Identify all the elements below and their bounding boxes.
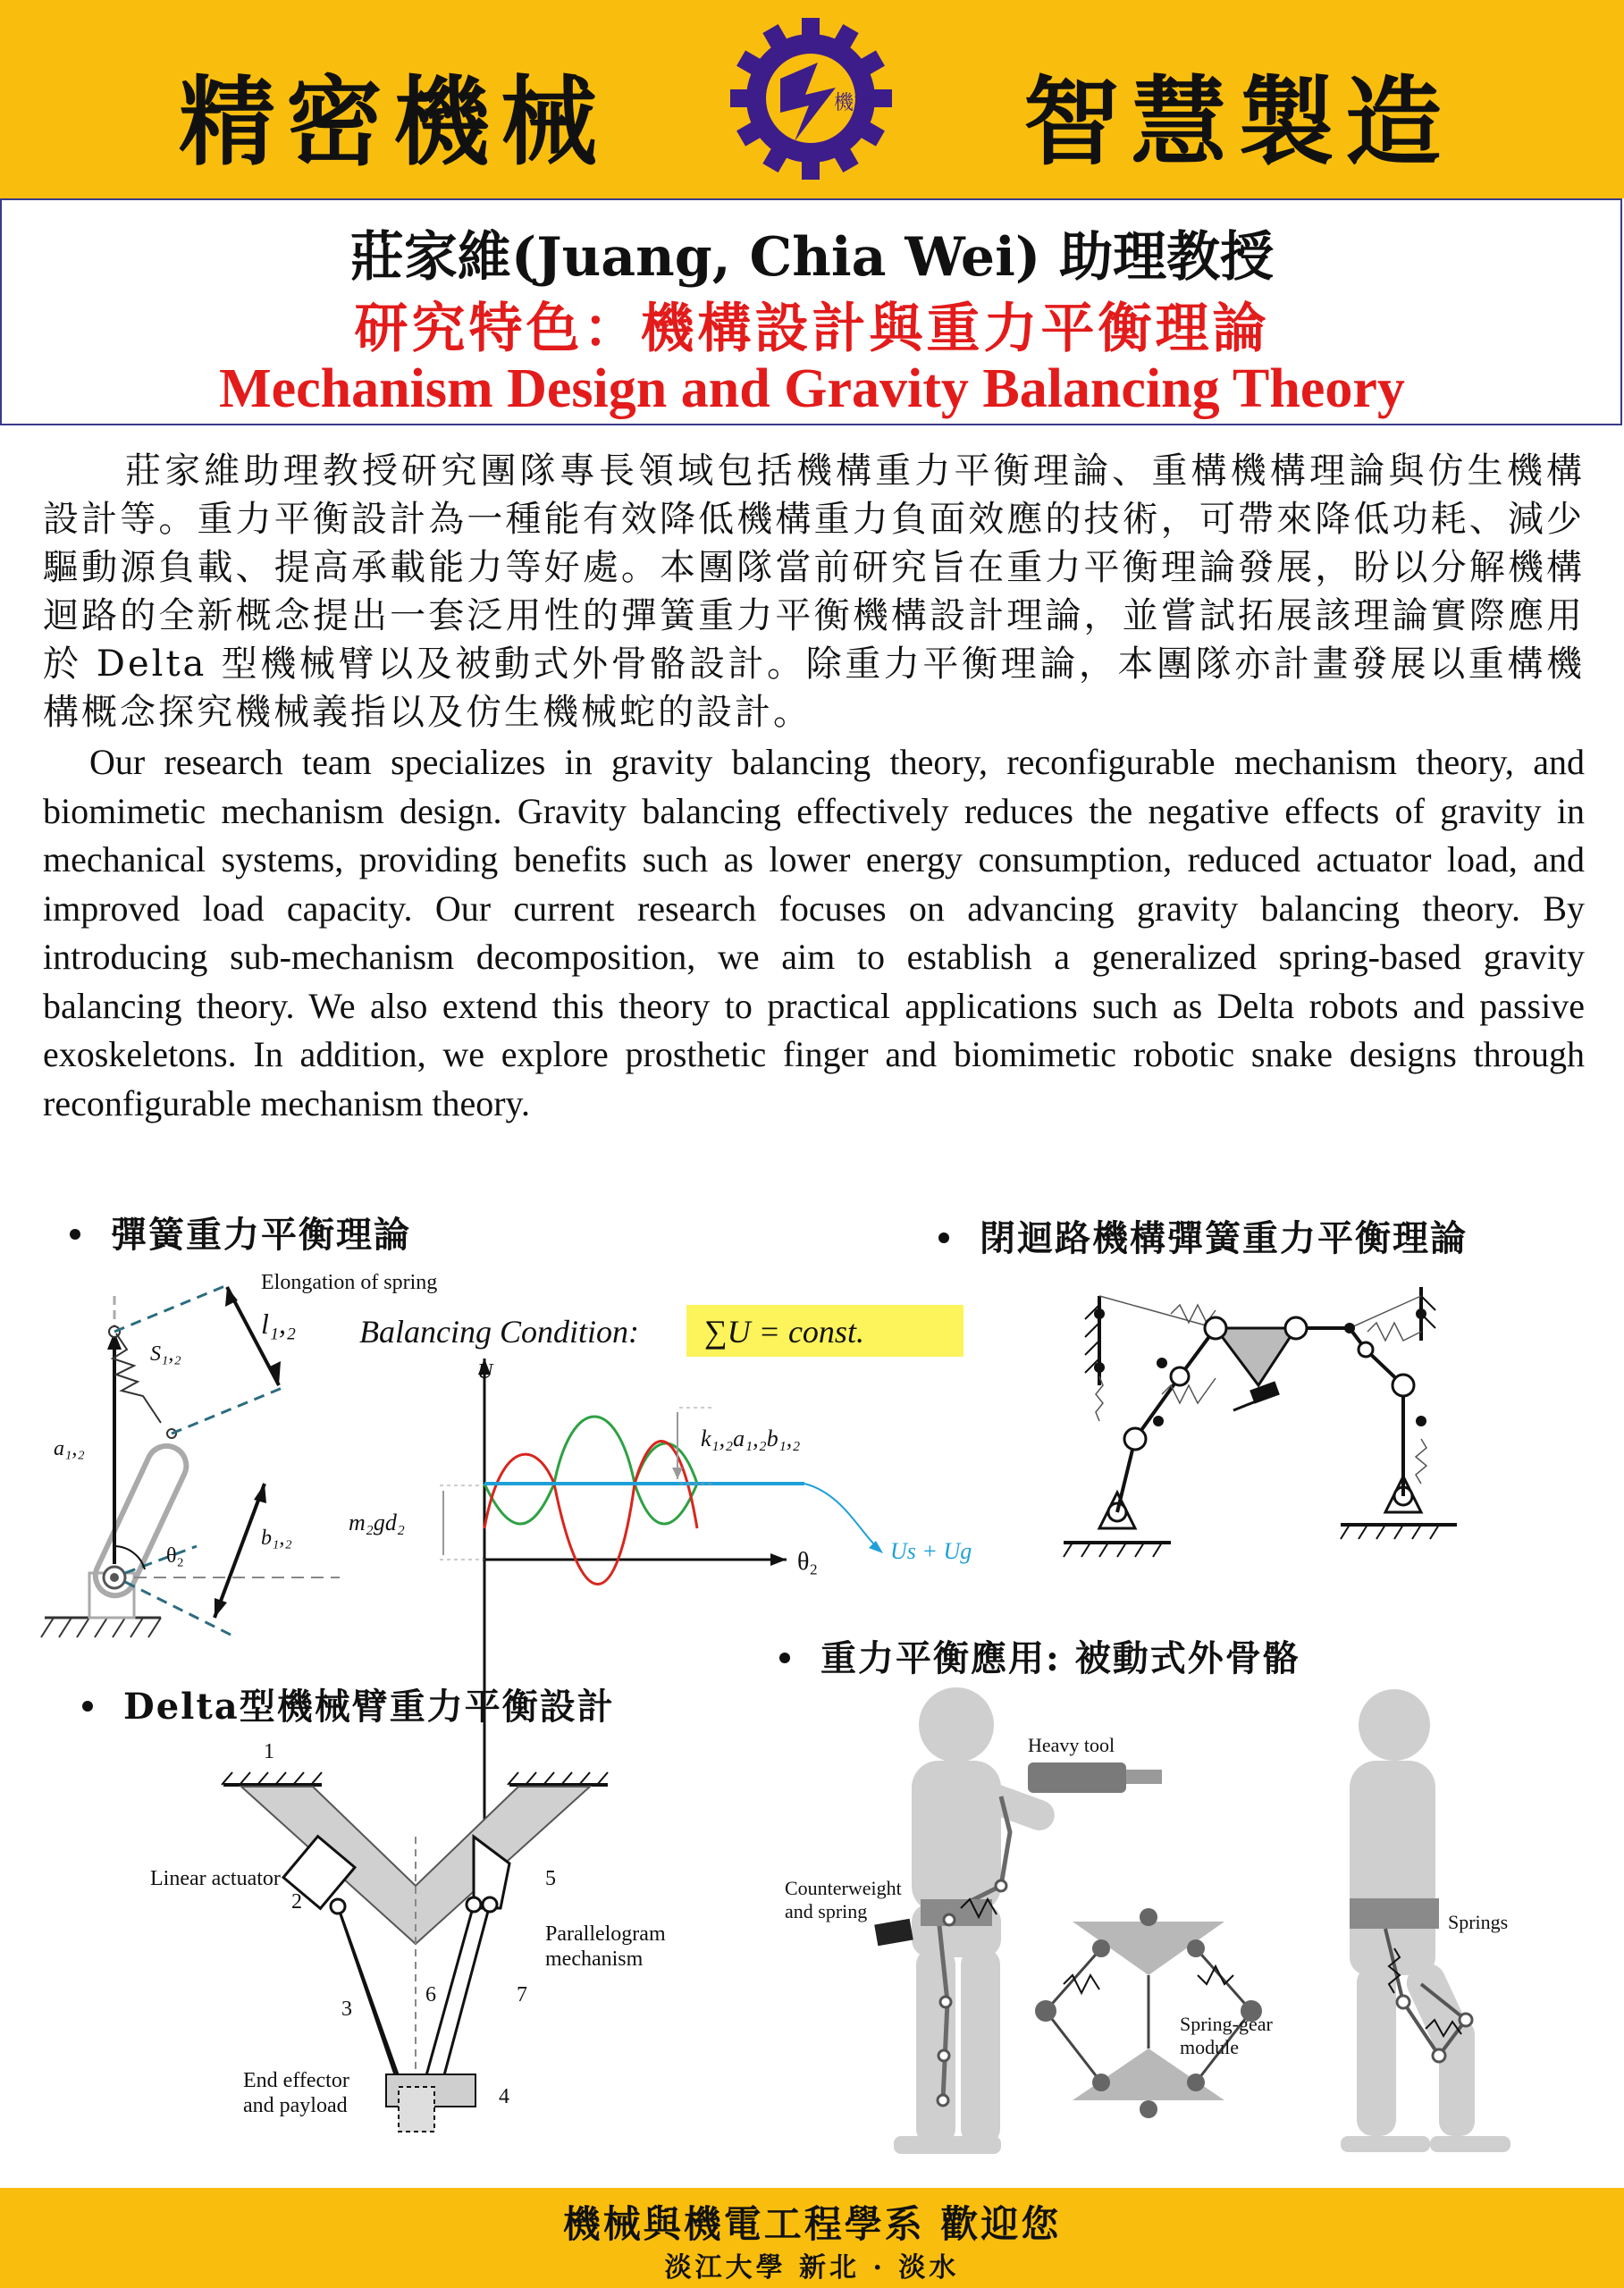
- svg-text:a₁,₂: a₁,₂: [54, 1437, 85, 1460]
- svg-text:Us + Ug: Us + Ug: [890, 1538, 972, 1564]
- svg-text:θ₂: θ₂: [166, 1544, 184, 1568]
- bullet-icon: [779, 1653, 790, 1663]
- svg-text:S₁,₂: S₁,₂: [150, 1342, 181, 1366]
- svg-text:Linear actuator: Linear actuator: [150, 1867, 281, 1890]
- professor-name: 莊家維(Juang, Chia Wei) 助理教授: [349, 226, 1275, 289]
- svg-text:k₁,₂a₁,₂b₁,₂: k₁,₂a₁,₂b₁,₂: [701, 1426, 801, 1451]
- svg-text:Spring-gear: Spring-gear: [1180, 2013, 1273, 2035]
- paragraph-english: Our research team specializes in gravity balancing theory, reconfigurable mechanism theory, and biomimetic mechanism design. Gravity balancing effectively reduces the negative effects of gravity in mechanical systems, providing benefits such as lower energy consumption, reduced actuator load, and improved load capacity. Our current research focuses on advancing gravity balancing theory. By introducing sub-mechanism decomposition, we aim to establish a generalized spring-based gravity balancing theory. We also extend this theory to practical applications such as Delta robots and passive exoskeletons. In addition, we explore prosthetic finger and biomimetic robotic snake designs through reconfigurable mechanism theory.: [43, 742, 1585, 1123]
- department-logo: [728, 16, 894, 181]
- footer-department: 機械與機電工程學系 歡迎您: [562, 2202, 1062, 2246]
- svg-text:Counterweight: Counterweight: [785, 1877, 902, 1899]
- bullet-icon: [70, 1229, 80, 1240]
- svg-text:and spring: and spring: [785, 1900, 868, 1922]
- svg-text:6: 6: [425, 1983, 436, 2006]
- svg-text:b₁,₂: b₁,₂: [261, 1527, 292, 1550]
- heading-closed-loop: 閉迴路機構彈簧重力平衡理論: [938, 1210, 1468, 1261]
- svg-text:Springs: Springs: [1448, 1911, 1509, 1933]
- gear-icon: [730, 18, 892, 180]
- paragraph-chinese: 莊家維助理教授研究團隊專長領域包括機構重力平衡理論、重構機構理論與仿生機構設計等。重力平衡設計為一種能有效降低機構重力負面效應的技術，可帶來降低功耗、減少驅動源負載、提高承載能力等好處。本團隊當前研究旨在重力平衡理論發展，盼以分解機構迴路的全新概念提出一套泛用性的彈簧重力平衡機構設計理論，並嘗試拓展該理論實際應用於 Delta 型機械臂以及被動式外骨骼設計。除重力平衡理論，本團隊亦計畫發展以重構機構概念探究機械義指以及仿生機械蛇的設計。: [43, 450, 1585, 733]
- svg-text:θ₂: θ₂: [797, 1548, 819, 1576]
- svg-text:Balancing Condition:: Balancing Condition:: [359, 1314, 639, 1350]
- svg-text:5: 5: [545, 1867, 556, 1890]
- svg-text:4: 4: [499, 2085, 509, 2108]
- footer-university: 淡江大學 新北 · 淡水: [664, 2252, 960, 2284]
- svg-text:2: 2: [291, 1890, 302, 1914]
- delta-robot-figure: [134, 1729, 666, 2141]
- svg-text:l₁,₂: l₁,₂: [261, 1308, 297, 1340]
- bullet-icon: [938, 1232, 949, 1243]
- heading-exoskeleton: 重力平衡應用: 被動式外骨骼: [779, 1630, 1300, 1681]
- svg-text:1: 1: [264, 1740, 274, 1763]
- svg-text:module: module: [1180, 2036, 1239, 2058]
- banner-left-title: 精密機械: [179, 66, 609, 179]
- bullet-icon: [82, 1701, 93, 1712]
- heading-delta-robot: Delta型機械臂重力平衡設計: [82, 1678, 615, 1729]
- svg-text:3: 3: [341, 1998, 352, 2021]
- svg-text:End effector: End effector: [243, 2069, 349, 2092]
- banner-right-title: 智慧製造: [1023, 66, 1453, 179]
- svg-text:7: 7: [517, 1983, 527, 2006]
- svg-text:mechanism: mechanism: [545, 1947, 644, 1971]
- svg-text:U: U: [477, 1360, 493, 1384]
- svg-text:Heavy tool: Heavy tool: [1028, 1734, 1115, 1756]
- svg-text:m₂gd₂: m₂gd₂: [349, 1510, 405, 1535]
- heading-spring-balancing: 彈簧重力平衡理論: [70, 1207, 411, 1258]
- svg-text:Elongation of spring: Elongation of spring: [261, 1271, 438, 1294]
- svg-text:∑U = const.: ∑U = const.: [704, 1314, 864, 1350]
- svg-text:Parallelogram: Parallelogram: [545, 1922, 666, 1946]
- subtitle-english: Mechanism Design and Gravity Balancing Theory: [219, 358, 1405, 419]
- subtitle-chinese: 研究特色：機構設計與重力平衡理論: [354, 298, 1270, 360]
- closed-loop-mechanism-figure: [1046, 1278, 1475, 1564]
- svg-text:and payload: and payload: [243, 2094, 348, 2117]
- svg-text:機械: 機械: [834, 91, 874, 114]
- spring-balancing-figure: [36, 1260, 1037, 1653]
- exoskeleton-figure: [778, 1680, 1600, 2163]
